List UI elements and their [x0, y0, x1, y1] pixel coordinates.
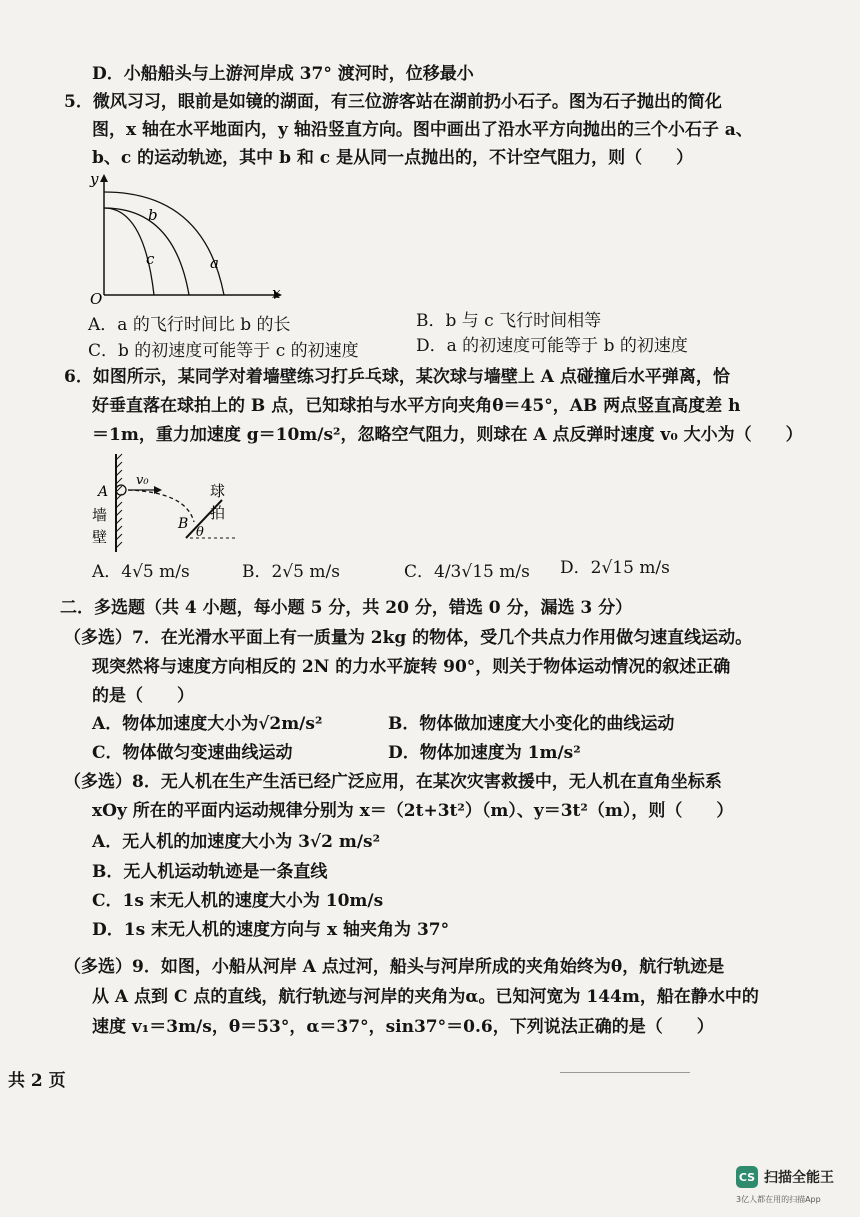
q9-stem-line1: （多选）9．如图，小船从河岸 A 点过河，船头与河岸所成的夹角始终为θ，航行轨迹是	[64, 957, 725, 977]
y-axis-arrow	[100, 174, 108, 182]
q7-stem-line1: （多选）7．在光滑水平面上有一质量为 2kg 的物体，受几个共点力作用做匀速直线运动。	[64, 628, 753, 648]
label-c: c	[146, 250, 155, 268]
q6-pingpong-figure	[86, 448, 246, 558]
label-v0: v₀	[136, 473, 149, 488]
origin-label: O	[90, 290, 103, 308]
wall-label-1: 墙	[92, 506, 108, 524]
q5-option-b: B．b 与 c 飞行时间相等	[416, 311, 602, 331]
q8-stem-line2: xOy 所在的平面内运动规律分别为 x＝（2t+3t²）（m）、y＝3t²（m），则（ ）	[92, 801, 734, 821]
scanner-watermark	[736, 1166, 834, 1188]
watermark-name: 扫描全能王	[764, 1170, 834, 1186]
q7-option-c: C．物体做匀变速曲线运动	[92, 743, 293, 763]
q6-option-a: A．4√5 m/s	[92, 562, 190, 582]
q5-option-d: D．a 的初速度可能等于 b 的初速度	[416, 336, 688, 356]
q4-option-d: D．小船船头与上游河岸成 37° 渡河时，位移最小	[92, 64, 474, 84]
bottom-rule	[560, 1072, 690, 1073]
q5-option-c: C．b 的初速度可能等于 c 的初速度	[88, 341, 359, 361]
q5-option-a: A．a 的飞行时间比 b 的长	[88, 315, 291, 335]
label-a: a	[210, 254, 219, 272]
y-label: y	[90, 170, 99, 188]
q7-stem-line2: 现突然将与速度方向相反的 2N 的力水平旋转 90°，则关于物体运动情况的叙述正确	[92, 657, 731, 677]
page-footer: 共 2 页	[8, 1071, 66, 1091]
q6-stem-line2: 好垂直落在球拍上的 B 点，已知球拍与水平方向夹角θ＝45°，AB 两点竖直高度差 h	[92, 396, 741, 416]
q8-option-d: D．1s 末无人机的速度方向与 x 轴夹角为 37°	[92, 920, 450, 940]
x-label: x	[272, 284, 281, 302]
q7-option-a: A．物体加速度大小为√2m/s²	[92, 714, 323, 734]
q5-trajectory-figure	[84, 170, 284, 310]
q9-stem-line2: 从 A 点到 C 点的直线，航行轨迹与河岸的夹角为α。已知河宽为 144m，船在静水中的	[92, 987, 759, 1007]
wall-label-2: 壁	[92, 528, 108, 546]
label-A: A	[98, 484, 109, 500]
q9-stem-line3: 速度 v₁＝3m/s，θ＝53°，α＝37°，sin37°＝0.6，下列说法正确的是（ ）	[92, 1017, 714, 1037]
label-theta: θ	[196, 525, 204, 540]
q6-option-b: B．2√5 m/s	[242, 562, 340, 582]
q5-stem-line2: 图，x 轴在水平地面内，y 轴沿竖直方向。图中画出了沿水平方向抛出的三个小石子 a、	[92, 120, 753, 140]
q5-stem-line3: b、c 的运动轨迹，其中 b 和 c 是从同一点抛出的，不计空气阻力，则（ ）	[92, 148, 694, 168]
q8-option-b: B．无人机运动轨迹是一条直线	[92, 862, 328, 882]
q6-stem-line3: ＝1m，重力加速度 g＝10m/s²，忽略空气阻力，则球在 A 点反弹时速度 v₀ 大小为（ ）	[92, 425, 803, 445]
trajectory-a	[104, 192, 224, 295]
paddle-label-2: 拍	[210, 504, 226, 522]
q7-option-b: B．物体做加速度大小变化的曲线运动	[388, 714, 675, 734]
q6-option-d: D．2√15 m/s	[560, 558, 670, 578]
q5-stem-line1: 5．微风习习，眼前是如镜的湖面，有三位游客站在湖前扔小石子。图为石子抛出的简化	[64, 92, 722, 112]
q8-option-c: C．1s 末无人机的速度大小为 10m/s	[92, 891, 384, 911]
label-b: b	[148, 206, 158, 224]
q7-option-d: D．物体加速度为 1m/s²	[388, 743, 581, 763]
velocity-arrowhead	[154, 486, 162, 494]
camscanner-logo-icon: CS	[736, 1166, 758, 1188]
q8-option-a: A．无人机的加速度大小为 3√2 m/s²	[92, 832, 381, 852]
section-2-heading: 二．多选题（共 4 小题，每小题 5 分，共 20 分，错选 0 分，漏选 3 分）	[60, 598, 633, 618]
q7-stem-line3: 的是（ ）	[92, 686, 194, 706]
q8-stem-line1: （多选）8．无人机在生产生活已经广泛应用，在某次灾害救援中，无人机在直角坐标系	[64, 772, 722, 792]
q6-stem-line1: 6．如图所示，某同学对着墙壁练习打乒乓球，某次球与墙壁上 A 点碰撞后水平弹离，恰	[64, 367, 730, 387]
label-B: B	[178, 516, 189, 532]
watermark-subtitle: 3亿人都在用的扫描App	[736, 1195, 821, 1204]
q6-option-c: C．4/3√15 m/s	[404, 562, 530, 582]
paddle-label-1: 球	[210, 482, 226, 500]
